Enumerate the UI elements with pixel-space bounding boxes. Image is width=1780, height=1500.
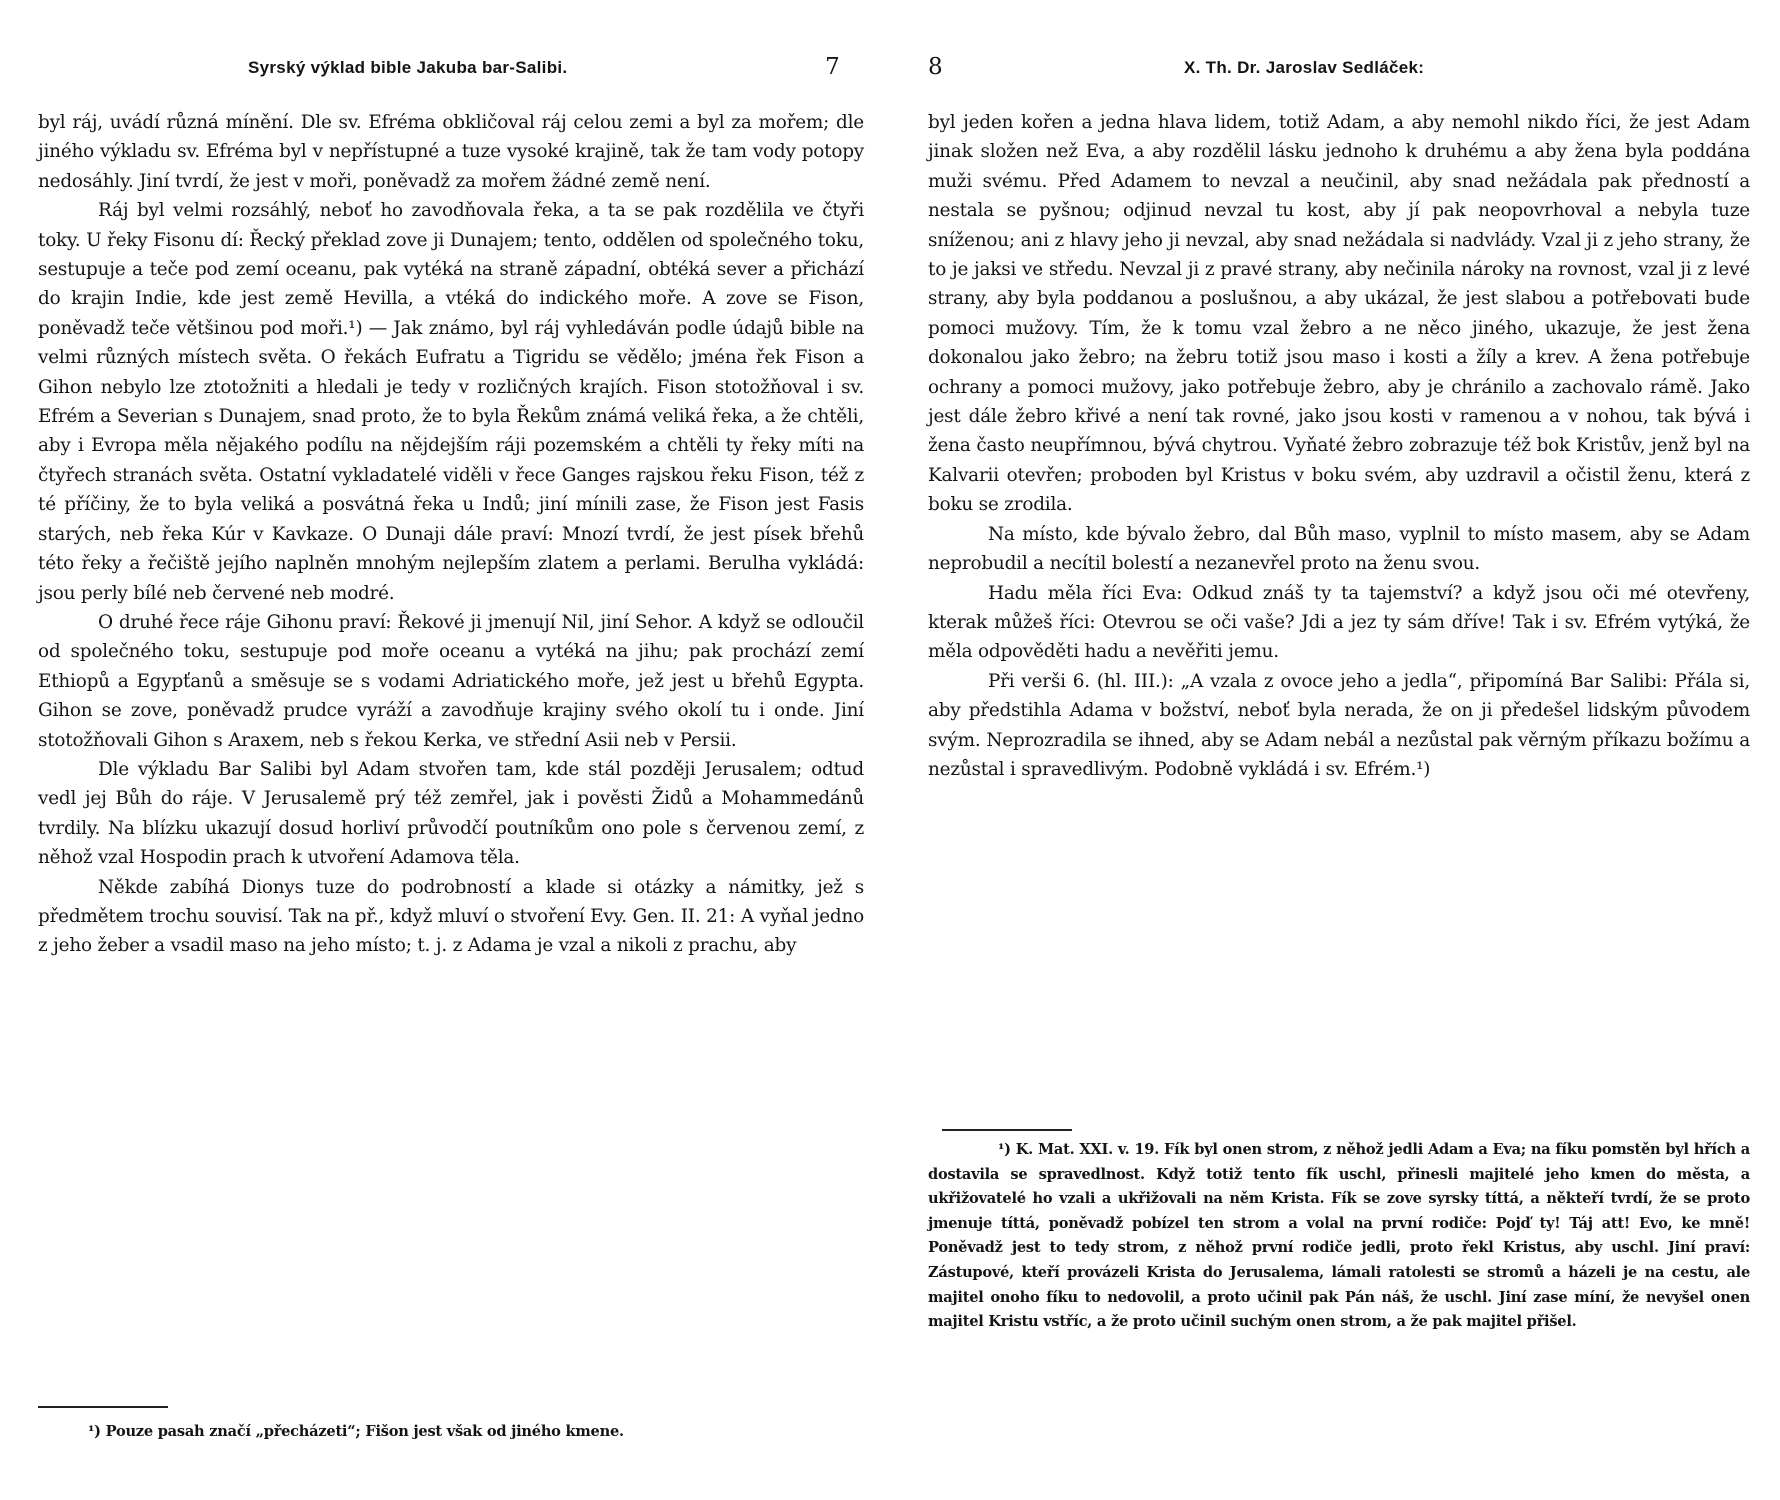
paragraph: Někde zabíhá Dionys tuze do podrobností a klade si otázky a námitky, jež s předmětem trochu souvisí. Tak na př., když mluví o stvoření Evy. Gen. II. 21: A vyňal jedno z jeho žeber a vsadil maso na jeho místo; t. j. z Adama je vzal a nikoli z prachu, aby	[38, 876, 864, 957]
footnotes	[928, 1138, 1750, 1335]
footnote-divider	[38, 1406, 168, 1408]
footnote-divider	[942, 1129, 1072, 1131]
paragraph: O druhé řece ráje Gihonu praví: Řekové ji jmenují Nil, jiní Sehor. A když se odloučil od společného toku, sestupuje pod moře oceanu a vytéká na jihu; pak prochází zemí Ethiopů a Egypťanů a směsuje se s vodami Adriatického moře, jež jest u břehů Egypta. Gihon se zove, poněvadž prudce vyráží a zavodňuje krajiny svého okolí tu i onde. Jiní stotožňovali Gihon s Araxem, neb s řekou Kerka, ve střední Asii neb v Persii.	[38, 611, 864, 751]
paragraph: Na místo, kde bývalo žebro, dal Bůh maso, vyplnil to místo masem, aby se Adam neprobudil a necítil bolestí a nezanevřel proto na ženu svou.	[928, 523, 1750, 575]
running-title: X. Th. Dr. Jaroslav Sedláček:	[1184, 58, 1425, 77]
left-page	[38, 0, 864, 1500]
running-header	[928, 54, 1750, 84]
footnote: ¹) Pouze pasah značí „přecházeti“; Fišon jest však od jiného kmene.	[88, 1423, 624, 1440]
paragraph: Hadu měla říci Eva: Odkud znáš ty ta tajemství? a když jsou oči mé otevřeny, kterak můžeš říci: Otevrou se oči vaše? Jdi a jez ty sám dříve! Tak i sv. Efrém vytýká, že měla odpověděti hadu a nevěřiti jemu.	[928, 582, 1750, 663]
footnote: ¹) K. Mat. XXI. v. 19. Fík byl onen strom, z něhož jedli Adam a Eva; na fíku pomstěn byl hřích a dostavila se spravedlnost. Když totiž tento fík uschl, přinesli majitelé jeho kmen do města, a ukřižovatelé ho vzali a ukřižovali na něm Krista. Fík se zove syrsky títtá, a někteří tvrdí, že se proto jmenuje títtá, poněvadž pobízel ten strom a volal na první rodiče: Pojď ty! Táj att! Evo, ke mně! Poněvadž jest to tedy strom, z něhož první rodiče jedli, proto řekl Kristus, aby uschl. Jiní praví: Zástupové, kteří provázeli Krista do Jerusalema, lámali ratolesti se stromů a házeli je na cestu, ale majitel onoho fíku to nedovolil, a proto učinil pak Pán náš, že uschl. Jiní zase míní, že nevyšel onen majitel Kristu vstříc, a že proto učinil suchým onen strom, a že pak majitel přišel.	[928, 1141, 1750, 1331]
paragraph: byl jeden kořen a jedna hlava lidem, totiž Adam, a aby nemohl nikdo říci, že jest Adam jinak složen než Eva, a aby rozdělil lásku jednoho k druhému a aby žena byla poddána muži svému. Před Adamem to nevzal a neučinil, aby snad nežádala pak předností a nestala se pyšnou; odjinud nevzal tu kost, aby jí pak neopovrhoval a nebyla tuze sníženou; ani z hlavy jeho ji nevzal, aby snad nežádala si nadvlády. Vzal ji z jeho strany, že to je jaksi ve středu. Nevzal ji z pravé strany, aby nečinila nároky na rovnost, vzal ji z levé strany, aby byla poddanou a poslušnou, a aby ukázal, že jest slabou a potřebovati bude pomoci mužovy. Tím, že k tomu vzal žebro a ne něco jiného, ukazuje, že jest žena dokonalou jako žebro; na žebru totiž jsou maso i kosti a žíly a krev. A žena potřebuje ochrany a pomoci mužovy, jako potřebuje žebro, aby je chránilo a zachovalo rámě. Jako jest dále žebro křivé a není tak rovné, jako jsou kosti v ramenou a v nohou, tak bývá i žena často neupřímnou, bývá chytrou. Vyňaté žebro zobrazuje též bok Kristův, jenž byl na Kalvarii otevřen; proboden byl Kristus v boku svém, aby uzdravil a očistil ženu, která z boku se zrodila.	[928, 112, 1750, 516]
paragraph: Při verši 6. (hl. III.): „A vzala z ovoce jeho a jedla“, připomíná Bar Salibi: Přála si, aby předstihla Adama v božství, neboť byla nerada, že on ji předešel lidským původem svým. Neprozradila se ihned, aby se Adam nebál a nezůstal pak věrným příkazu božímu a nezůstal i spravedlivým. Podobně vykládá i sv. Efrém.¹)	[928, 670, 1750, 780]
running-title: Syrský výklad bible Jakuba bar-Salibi.	[248, 58, 568, 77]
footnotes	[88, 1420, 844, 1445]
paragraph: byl ráj, uvádí různá mínění. Dle sv. Efréma obkličoval ráj celou zemi a byl za mořem; dle jiného výkladu sv. Efréma byl v nepřístupné a tuze vysoké krajině, tak že tam vody potopy nedosáhly. Jiní tvrdí, že jest v moři, poněvadž za mořem žádné země není.	[38, 112, 864, 192]
page-number: 7	[825, 54, 840, 80]
paragraph: Dle výkladu Bar Salibi byl Adam stvořen tam, kde stál později Jerusalem; odtud vedl jej Bůh do ráje. V Jerusalemě prý též zemřel, jak i pověsti Židů a Mohammedánů tvrdily. Na blízku ukazují dosud horliví průvodčí poutníkům ono pole s červenou zemí, z něhož vzal Hospodin prach k utvoření Adamova těla.	[38, 758, 864, 869]
right-page	[928, 0, 1750, 1500]
body-text	[928, 108, 1750, 784]
page-number: 8	[928, 54, 943, 80]
body-text	[38, 108, 864, 961]
paragraph: Ráj byl velmi rozsáhlý, neboť ho zavodňovala řeka, a ta se pak rozdělila ve čtyři toky. U řeky Fisonu dí: Řecký překlad zove ji Dunajem; tento, oddělen od společného toku, sestupuje a teče pod zemí oceanu, pak vytéká na straně západní, obtéká sever a přichází do krajin Indie, kde jest země Hevilla, a vtéká do indického moře. A zove se Fison, poněvadž teče většinou pod moři.¹) — Jak známo, byl ráj vyhledáván podle údajů bible na velmi různých místech světa. O řekách Eufratu a Tigridu se vědělo; jména řek Fison a Gihon nebylo lze ztotožniti a hledali je tedy v rozličných krajích. Fison stotožňoval i sv. Efrém a Severian s Dunajem, snad proto, že to byla Řekům známá veliká řeka, a že chtěli, aby i Evropa měla nějakého podílu na nějdejším ráji pozemském a chtěli ty řeky míti na čtyřech stranách světa. Ostatní vykladatelé viděli v řece Ganges rajskou řeku Fison, též z té příčiny, že to byla veliká a posvátná řeka u Indů; jiní mínili zase, že Fison jest Fasis starých, neb řeka Kúr v Kavkaze. O Dunaji dále praví: Mnozí tvrdí, že jest písek břehů této řeky a řečiště jejího naplněn mnohým nejlepším zlatem a perlami. Berulha vykládá: jsou perly bílé neb červené neb modré.	[38, 200, 864, 604]
running-header	[38, 54, 864, 84]
